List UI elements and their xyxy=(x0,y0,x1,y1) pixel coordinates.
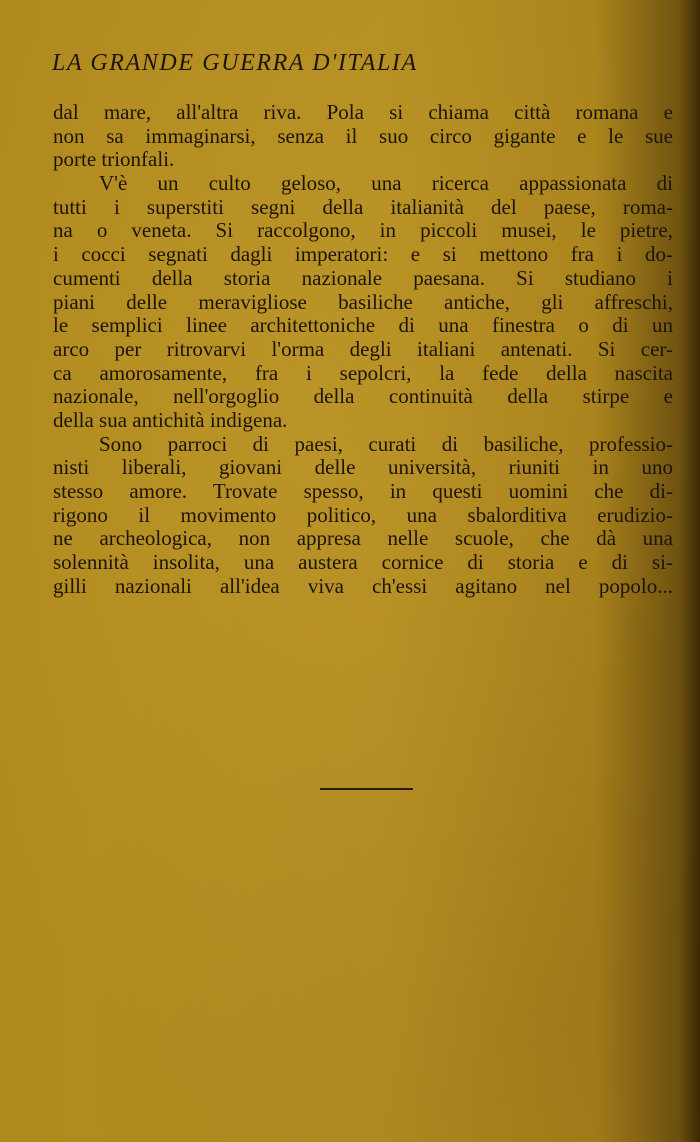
text-line: piani delle meravigliose basiliche antiche, gli affreschi, xyxy=(53,289,673,314)
text-line: cumenti della storia nazionale paesana. Si studiano i xyxy=(53,265,673,290)
text-line: V'è un culto geloso, una ricerca appassionata di xyxy=(99,171,673,196)
text-line: nazionale, nell'orgoglio della continuità della stirpe e xyxy=(53,384,673,409)
body-text xyxy=(53,101,673,598)
text-line: tutti i superstiti segni della italianità del paese, roma- xyxy=(53,194,673,219)
text-line: ca amorosamente, fra i sepolcri, la fede della nascita xyxy=(53,360,673,385)
text-line: rigono il movimento politico, una sbalorditiva erudizio- xyxy=(53,502,673,527)
text-line: i cocci segnati dagli imperatori: e si mettono fra i do- xyxy=(53,242,673,267)
running-title: LA GRANDE GUERRA D'ITALIA xyxy=(52,50,418,76)
text-line: na o veneta. Si raccolgono, in piccoli musei, le pietre, xyxy=(53,218,673,243)
section-divider-rule xyxy=(320,788,413,790)
text-line: Sono parroci di paesi, curati di basiliche, professio- xyxy=(99,431,673,456)
text-line: porte trionfali. xyxy=(53,147,175,172)
text-line: non sa immaginarsi, senza il suo circo gigante e le sue xyxy=(53,123,673,148)
text-line: le semplici linee architettoniche di una finestra o di un xyxy=(53,313,673,338)
text-line: stesso amore. Trovate spesso, in questi uomini che di- xyxy=(53,479,673,503)
text-line: nisti liberali, giovani delle università, riuniti in uno xyxy=(53,455,673,480)
text-line: gilli nazionali all'idea viva ch'essi agitano nel popolo... xyxy=(53,573,673,598)
text-line: della sua antichità indigena. xyxy=(53,407,288,432)
text-line: solennità insolita, una austera cornice di storia e di si- xyxy=(53,550,673,575)
text-line: dal mare, all'altra riva. Pola si chiama città romana e xyxy=(53,100,673,124)
text-line: ne archeologica, non appresa nelle scuole, che dà una xyxy=(53,526,673,551)
text-line: arco per ritrovarvi l'orma degli italiani antenati. Si cer- xyxy=(53,336,673,361)
